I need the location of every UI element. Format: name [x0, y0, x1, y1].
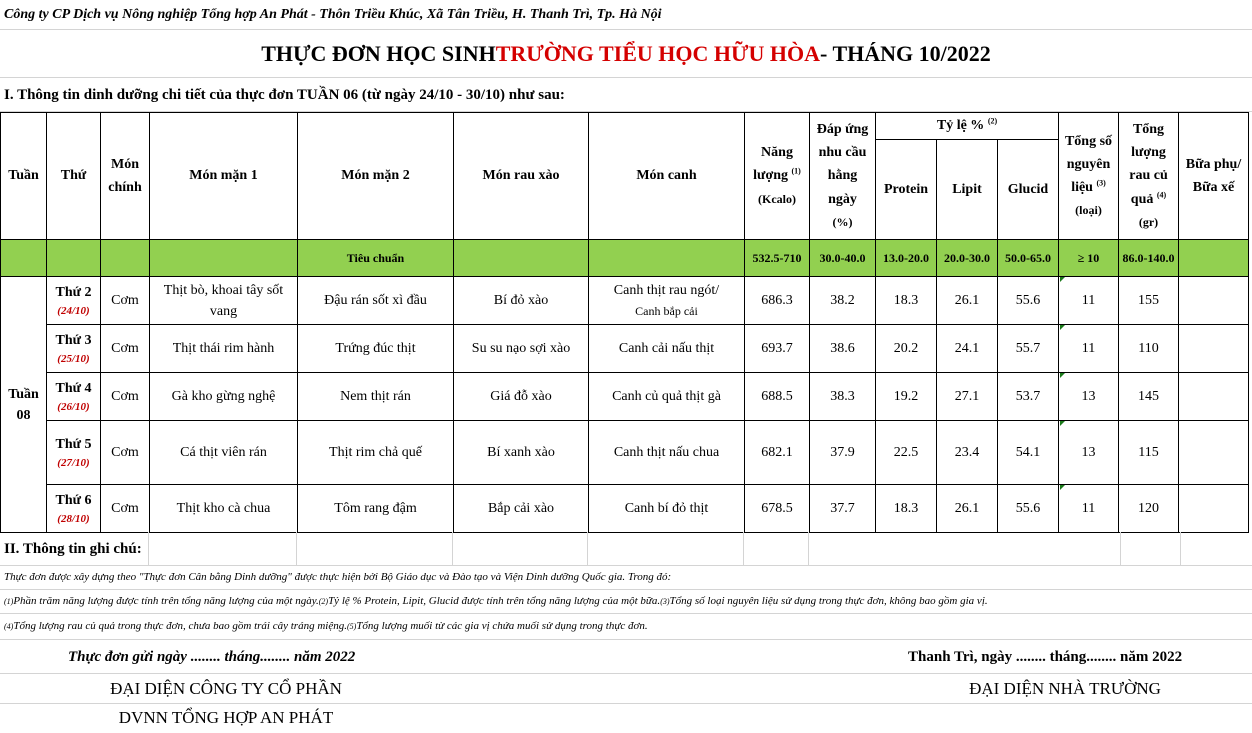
note-intro: Thực đơn được xây dựng theo "Thực đơn Cân bằng Dinh dưỡng" được thực hiện bởi Bộ Giáo dục và Đào tạo và Viện Dinh dưỡng Quốc gia. Trong đó: [4, 571, 672, 584]
footer-dates-row [0, 640, 1252, 674]
title-school: TRƯỜNG TIỂU HỌC HỮU HÒA [495, 40, 821, 66]
note-intro-row [0, 566, 1252, 590]
tong-so-cell: 11 [1059, 277, 1119, 325]
nang-luong-cell: 688.5 [745, 373, 810, 421]
dap-ung-cell: 38.3 [810, 373, 876, 421]
dap-ung-cell: 37.9 [810, 421, 876, 485]
day-cell: Thứ 2 (24/10) [47, 277, 101, 325]
lipit-cell: 26.1 [937, 277, 998, 325]
day-cell: Thứ 4 (26/10) [47, 373, 101, 421]
standard-tong-luong: 86.0-140.0 [1119, 240, 1179, 277]
man2-cell: Đậu rán sốt xì đầu [298, 277, 454, 325]
glucid-cell: 55.6 [998, 485, 1059, 533]
header-nang-luong: Năng lượng $^{(1)}$ (Kcalo) [745, 113, 810, 240]
mon-chinh-cell: Cơm [101, 373, 150, 421]
title-suffix: - THÁNG 10/2022 [820, 40, 991, 66]
rau-cell: Bí xanh xào [454, 421, 589, 485]
header-protein: Protein [876, 140, 937, 240]
tong-so-cell: 13 [1059, 421, 1119, 485]
header-bua-phu: Bữa phụ/ Bữa xế [1179, 113, 1249, 240]
menu-table [0, 112, 1249, 533]
day-cell: Thứ 6 (28/10) [47, 485, 101, 533]
standard-row [1, 240, 1249, 277]
man1-cell: Thịt thái rim hành [150, 325, 298, 373]
place-date-line: Thanh Trì, ngày ........ tháng........ năm 2022 [908, 649, 1183, 665]
mon-chinh-cell: Cơm [101, 421, 150, 485]
header-thu: Thứ [47, 113, 101, 240]
comment-marker-icon [1060, 421, 1065, 426]
table-row [1, 373, 1249, 421]
standard-tong-so: ≥ 10 [1059, 240, 1119, 277]
header-rau: Món rau xào [454, 113, 589, 240]
glucid-cell: 55.6 [998, 277, 1059, 325]
table-row [1, 485, 1249, 533]
rau-cell: Bí đỏ xào [454, 277, 589, 325]
tong-so-cell: 11 [1059, 325, 1119, 373]
section1-row [0, 78, 1252, 112]
header-tong-luong: Tổng lượng rau củ quả $^{(4)}$ (gr) [1119, 113, 1179, 240]
header-tuan: Tuần [1, 113, 47, 240]
page-title [0, 30, 1252, 78]
header-lipit: Lipit [937, 140, 998, 240]
comment-marker-icon [1060, 325, 1065, 330]
tong-luong-cell: 115 [1119, 421, 1179, 485]
table-row [1, 421, 1249, 485]
canh-cell: Canh thịt rau ngót/ Canh bắp cải [589, 277, 745, 325]
mon-chinh-cell: Cơm [101, 325, 150, 373]
section2-row [0, 532, 1252, 566]
dap-ung-cell: 38.6 [810, 325, 876, 373]
lipit-cell: 27.1 [937, 373, 998, 421]
bua-phu-cell [1179, 485, 1249, 533]
title-row [0, 30, 1252, 78]
canh-cell: Canh bí đỏ thịt [589, 485, 745, 533]
footer-rep-row-2 [0, 704, 1252, 733]
header-man1: Món mặn 1 [150, 113, 298, 240]
header-canh: Món canh [589, 113, 745, 240]
protein-cell: 18.3 [876, 485, 937, 533]
standard-lipit: 20.0-30.0 [937, 240, 998, 277]
notes-line1: (1) Phần trăm năng lượng được tính trên tổng năng lượng của một ngày. (2) Tỷ lệ % Protein, Lipit, Glucid được tính trên tổng năng lượng của một bữa. (3) Tổng số loại nguyên liệu sử dụng trong thực đơn, không bao gồm gia vị. [4, 595, 988, 608]
tong-so-cell: 13 [1059, 373, 1119, 421]
glucid-cell: 54.1 [998, 421, 1059, 485]
footer-rep-row-1 [0, 674, 1252, 704]
rau-cell: Bắp cải xào [454, 485, 589, 533]
standard-protein: 13.0-20.0 [876, 240, 937, 277]
tong-luong-cell: 110 [1119, 325, 1179, 373]
notes-line1-row [0, 590, 1252, 614]
man2-cell: Nem thịt rán [298, 373, 454, 421]
bua-phu-cell [1179, 325, 1249, 373]
bua-phu-cell [1179, 373, 1249, 421]
dap-ung-cell: 37.7 [810, 485, 876, 533]
tong-luong-cell: 155 [1119, 277, 1179, 325]
header-ty-le: Tỷ lệ % $^{(2)}$ [876, 113, 1059, 140]
section2-heading: II. Thông tin ghi chú: [4, 541, 142, 557]
protein-cell: 18.3 [876, 277, 937, 325]
title-prefix: THỰC ĐƠN HỌC SINH [261, 40, 496, 66]
canh-cell: Canh củ quả thịt gà [589, 373, 745, 421]
comment-marker-icon [1060, 373, 1065, 378]
man2-cell: Trứng đúc thịt [298, 325, 454, 373]
header-tong-so: Tổng số nguyên liệu $^{(3)}$ (loại) [1059, 113, 1119, 240]
standard-nang-luong: 532.5-710 [745, 240, 810, 277]
nang-luong-cell: 682.1 [745, 421, 810, 485]
canh-cell: Canh thịt nấu chua [589, 421, 745, 485]
company-rep-line2: DVNN TỔNG HỢP AN PHÁT [118, 708, 334, 728]
nang-luong-cell: 678.5 [745, 485, 810, 533]
lipit-cell: 26.1 [937, 485, 998, 533]
bua-phu-cell [1179, 277, 1249, 325]
man1-cell: Thịt kho cà chua [150, 485, 298, 533]
header-dap-ung: Đáp ứng nhu cầu hằng ngày (%) [810, 113, 876, 240]
bua-phu-cell [1179, 421, 1249, 485]
sent-date-line: Thực đơn gửi ngày ........ tháng........ năm 2022 [68, 649, 356, 665]
man1-cell: Gà kho gừng nghệ [150, 373, 298, 421]
header-row-1 [1, 113, 1249, 140]
lipit-cell: 24.1 [937, 325, 998, 373]
day-cell: Thứ 5 (27/10) [47, 421, 101, 485]
man1-cell: Cá thịt viên rán [150, 421, 298, 485]
rau-cell: Su su nạo sợi xào [454, 325, 589, 373]
rau-cell: Giá đỗ xào [454, 373, 589, 421]
canh-cell: Canh cải nấu thịt [589, 325, 745, 373]
man2-cell: Thịt rim chả quế [298, 421, 454, 485]
company-rep-line1: ĐẠI DIỆN CÔNG TY CỔ PHẦN [110, 678, 342, 698]
header-man2: Món mặn 2 [298, 113, 454, 240]
day-cell: Thứ 3 (25/10) [47, 325, 101, 373]
tong-luong-cell: 145 [1119, 373, 1179, 421]
mon-chinh-cell: Cơm [101, 485, 150, 533]
protein-cell: 22.5 [876, 421, 937, 485]
man2-cell: Tôm rang đậm [298, 485, 454, 533]
tong-luong-cell: 120 [1119, 485, 1179, 533]
protein-cell: 19.2 [876, 373, 937, 421]
mon-chinh-cell: Cơm [101, 277, 150, 325]
standard-dap-ung: 30.0-40.0 [810, 240, 876, 277]
tong-so-cell: 11 [1059, 485, 1119, 533]
company-header: Công ty CP Dịch vụ Nông nghiệp Tổng hợp An Phát - Thôn Triều Khúc, Xã Tân Triều, H. Thanh Trì, Tp. Hà Nội [4, 6, 662, 22]
glucid-cell: 53.7 [998, 373, 1059, 421]
notes-line2: (4) Tổng lượng rau củ quả trong thực đơn, chưa bao gồm trái cây tráng miệng. (5) Tổng lượng muối từ các gia vị chứa muối sử dụng trong thực đơn. [4, 620, 648, 633]
table-row [1, 277, 1249, 325]
man1-cell: Thịt bò, khoai tây sốt vang [150, 277, 298, 325]
standard-label: Tiêu chuẩn [298, 240, 454, 277]
standard-glucid: 50.0-65.0 [998, 240, 1059, 277]
week-label: Tuần 08 [1, 277, 47, 533]
glucid-cell: 55.7 [998, 325, 1059, 373]
lipit-cell: 23.4 [937, 421, 998, 485]
table-row [1, 325, 1249, 373]
protein-cell: 20.2 [876, 325, 937, 373]
nang-luong-cell: 686.3 [745, 277, 810, 325]
company-header-row [0, 0, 1252, 30]
school-rep: ĐẠI DIỆN NHÀ TRƯỜNG [969, 678, 1161, 698]
notes-line2-row [0, 614, 1252, 640]
section1-heading: I. Thông tin dinh dưỡng chi tiết của thực đơn TUẦN 06 (từ ngày 24/10 - 30/10) như sau: [4, 87, 565, 103]
header-mon-chinh: Món chính [101, 113, 150, 240]
comment-marker-icon [1060, 277, 1065, 282]
header-glucid: Glucid [998, 140, 1059, 240]
nang-luong-cell: 693.7 [745, 325, 810, 373]
comment-marker-icon [1060, 485, 1065, 490]
dap-ung-cell: 38.2 [810, 277, 876, 325]
